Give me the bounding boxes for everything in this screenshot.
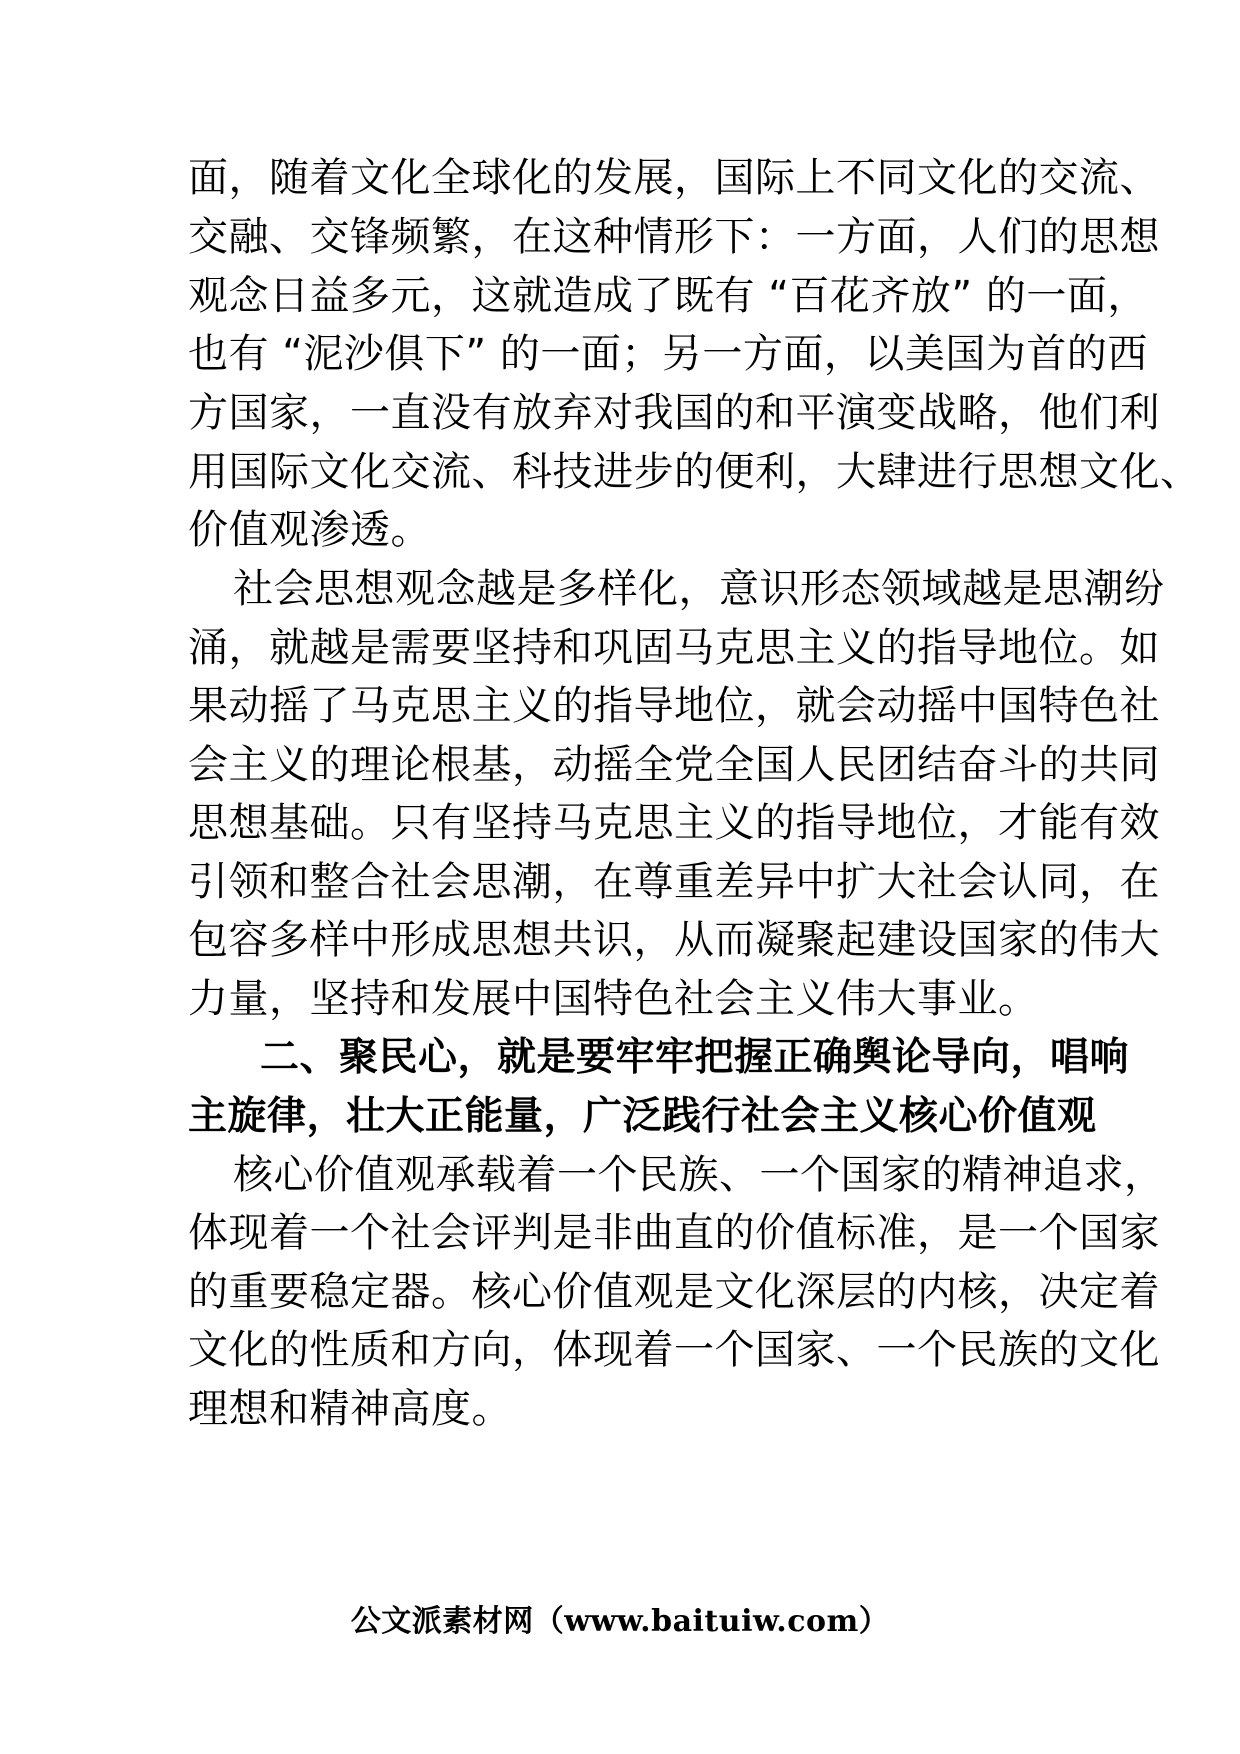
section-heading-line: 二、聚民心，就是要牢牢把握正确舆论导向，唱响 bbox=[260, 1034, 1130, 1080]
body-line: 力量，坚持和发展中国特色社会主义伟大事业。 bbox=[188, 976, 1039, 1022]
body-line: 方国家，一直没有放弃对我国的和平演变战略，他们利 bbox=[188, 390, 1160, 436]
body-line: 面，随着文化全球化的发展，国际上不同文化的交流、 bbox=[188, 155, 1160, 201]
body-line: 文化的性质和方向，体现着一个国家、一个民族的文化 bbox=[188, 1327, 1160, 1373]
paragraph-start-line: 核心价值观承载着一个民族、一个国家的精神追求， bbox=[233, 1152, 1165, 1198]
body-line: 观念日益多元，这就造成了既有 “百花齐放” 的一面， bbox=[188, 273, 1148, 319]
body-line: 思想基础。只有坚持马克思主义的指导地位，才能有效 bbox=[188, 800, 1160, 846]
body-line: 用国际文化交流、科技进步的便利，大肆进行思想文化、 bbox=[188, 449, 1201, 495]
body-line: 会主义的理论根基，动摇全党全国人民团结奋斗的共同 bbox=[188, 742, 1160, 788]
paragraph-start-line: 社会思想观念越是多样化，意识形态领域越是思潮纷 bbox=[233, 566, 1165, 612]
body-line: 交融、交锋频繁，在这种情形下：一方面，人们的思想 bbox=[188, 214, 1160, 260]
section-heading-line: 主旋律，壮大正能量，广泛践行社会主义核心价值观 bbox=[188, 1093, 1097, 1139]
body-line: 的重要稳定器。核心价值观是文化深层的内核，决定着 bbox=[188, 1269, 1160, 1315]
body-line: 体现着一个社会评判是非曲直的价值标准，是一个国家 bbox=[188, 1210, 1160, 1256]
body-line: 涌，就越是需要坚持和巩固马克思主义的指导地位。如 bbox=[188, 625, 1160, 671]
body-line: 理想和精神高度。 bbox=[188, 1386, 512, 1432]
footer-watermark: 公文派素材网（www.baituiw.com） bbox=[350, 1604, 890, 1639]
body-line: 引领和整合社会思潮，在尊重差异中扩大社会认同，在 bbox=[188, 859, 1160, 905]
body-line: 也有 “泥沙俱下” 的一面；另一方面，以美国为首的西 bbox=[188, 331, 1148, 377]
body-line: 价值观渗透。 bbox=[188, 507, 431, 553]
body-line: 果动摇了马克思主义的指导地位，就会动摇中国特色社 bbox=[188, 683, 1160, 729]
body-line: 包容多样中形成思想共识，从而凝聚起建设国家的伟大 bbox=[188, 917, 1160, 963]
